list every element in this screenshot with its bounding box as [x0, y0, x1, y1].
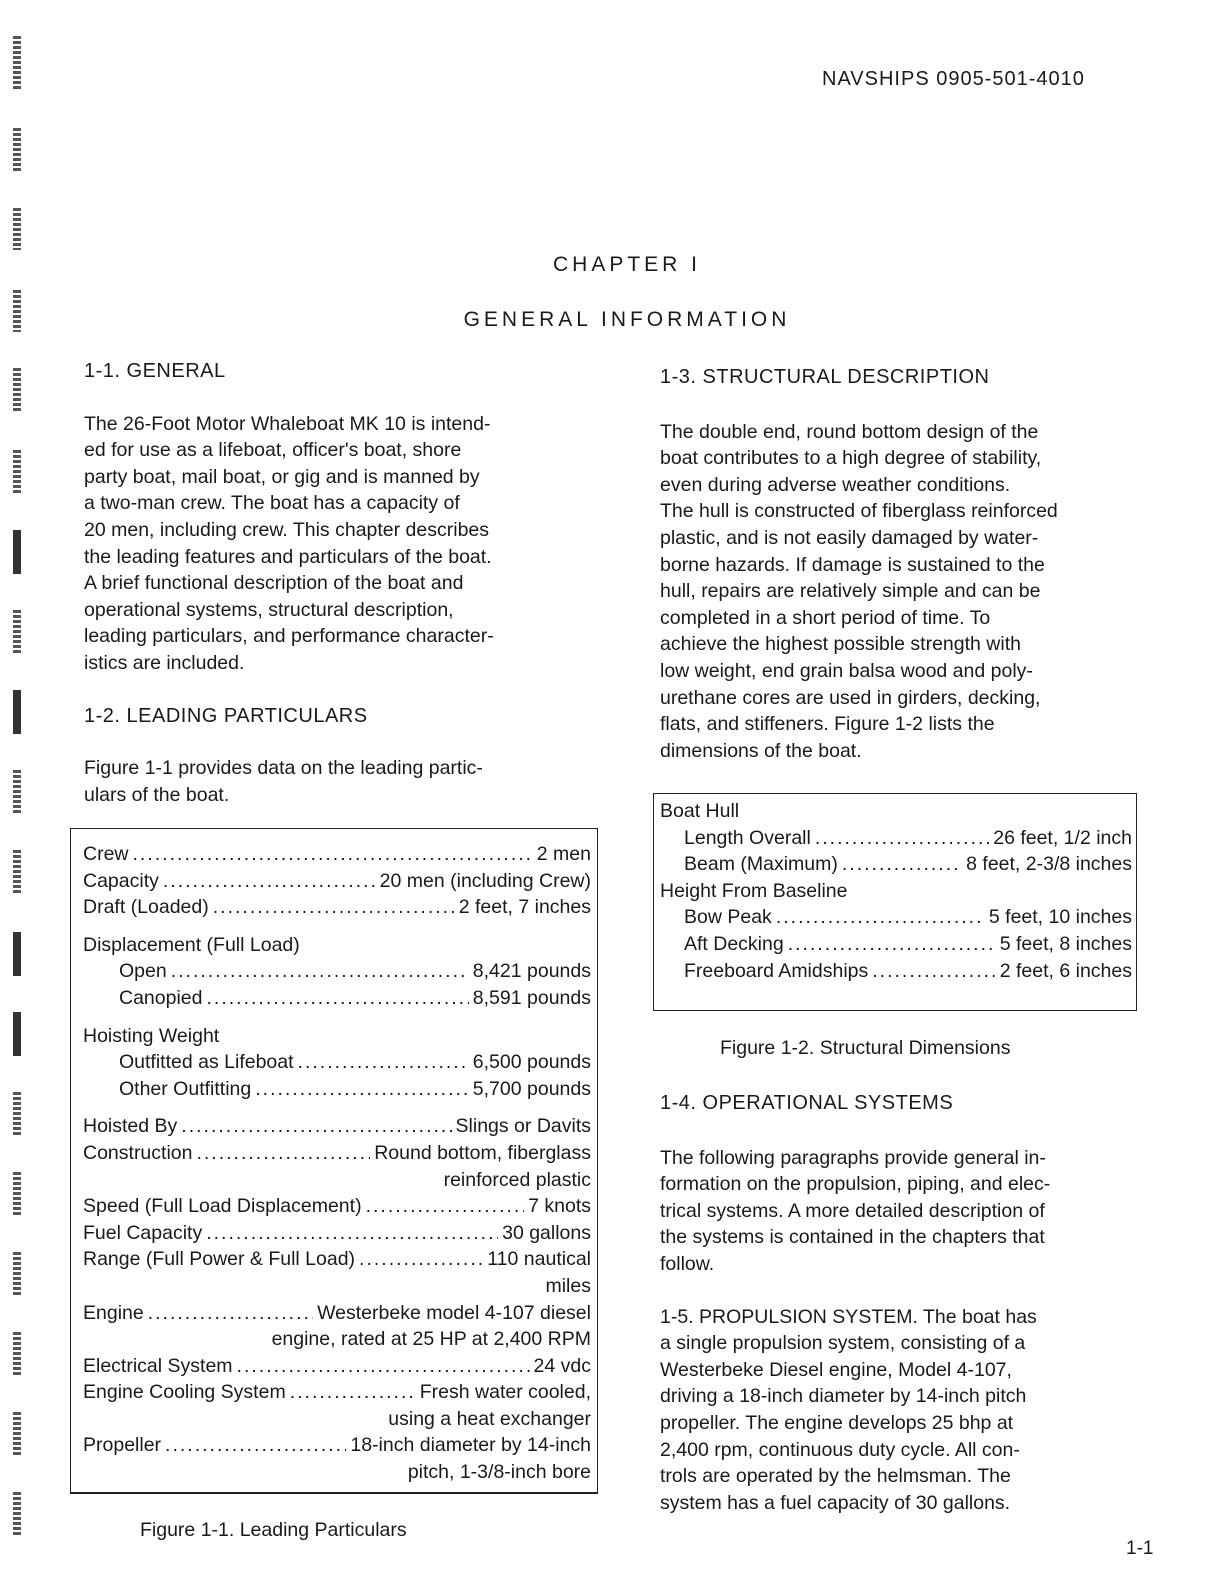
text-line: borne hazards. If damage is sustained to the [660, 553, 1045, 576]
operational-paragraph [660, 1145, 1150, 1278]
group-label: Boat Hull [660, 800, 740, 822]
binder-mark [13, 1012, 21, 1056]
binder-mark [13, 368, 21, 412]
text-line: system has a fuel capacity of 30 gallons. [660, 1491, 1011, 1514]
row-label: Crew [83, 843, 129, 865]
binder-mark [13, 770, 21, 814]
binder-mark [13, 1412, 21, 1456]
text-line: dimensions of the boat. [660, 739, 862, 762]
row-label: Canopied [119, 986, 203, 1009]
text-line: boat contributes to a high degree of stability, [660, 447, 1042, 470]
row-label: Engine [83, 1301, 144, 1324]
row-label: Outfitted as Lifeboat [119, 1051, 294, 1074]
text-line: istics are included. [84, 651, 245, 674]
binder-mark [13, 36, 21, 90]
row-label: Range (Full Power & Full Load) [83, 1248, 356, 1271]
text-line: completed in a short period of time. To [660, 606, 991, 629]
leading-particulars-table [70, 828, 598, 1494]
binder-mark [13, 208, 21, 250]
table-row [83, 1049, 591, 1076]
text-line: operational systems, structural description, [84, 598, 454, 621]
structural-paragraph [660, 419, 1150, 765]
text-line: A brief functional description of the boat and [84, 572, 464, 595]
text-line: a single propulsion system, consisting of a [660, 1332, 1026, 1355]
text-line: trical systems. A more detailed description of [660, 1199, 1045, 1222]
table-row [660, 904, 1132, 931]
table-row [660, 825, 1132, 852]
binder-mark [13, 128, 21, 172]
general-paragraph [84, 411, 594, 677]
text-line: 1-5. PROPULSION SYSTEM. The boat has [660, 1305, 1037, 1328]
group-label: Displacement (Full Load) [83, 933, 300, 956]
row-value: 6,500 pounds [472, 1051, 591, 1074]
document-id: NAVSHIPS 0905-501-4010 [822, 68, 1085, 90]
text-line: driving a 18-inch diameter by 14-inch pitch [660, 1385, 1027, 1408]
table-row [83, 985, 591, 1012]
text-line: Westerbeke Diesel engine, Model 4-107, [660, 1358, 1012, 1381]
row-value: Round bottom, fiberglass [374, 1141, 591, 1164]
row-label: Open [119, 960, 167, 983]
right-column [660, 364, 1150, 764]
row-value: 5 feet, 8 inches [999, 932, 1132, 955]
row-value: Fresh water cooled, [419, 1381, 591, 1404]
row-value: 8,421 pounds [472, 960, 591, 983]
row-continuation: engine, rated at 25 HP at 2,400 RPM [271, 1328, 591, 1351]
row-value: 24 vdc [533, 1354, 591, 1377]
row-value: Westerbeke model 4-107 diesel [317, 1301, 591, 1324]
propulsion-paragraph [660, 1304, 1150, 1517]
binder-mark [13, 850, 21, 894]
row-label: Construction [83, 1141, 193, 1164]
table-row [83, 1113, 591, 1140]
group-label: Hoisting Weight [83, 1024, 220, 1047]
text-line: The hull is constructed of fiberglass reinforced [660, 500, 1058, 523]
text-line: 2,400 rpm, continuous duty cycle. All con- [660, 1438, 1020, 1461]
text-line: Figure 1-1 provides data on the leading partic- [84, 757, 483, 780]
text-line: low weight, end grain balsa wood and poly- [660, 659, 1033, 682]
text-line: achieve the highest possible strength with [660, 633, 1021, 656]
row-value: 2 feet, 7 inches [458, 896, 591, 919]
row-value: 18-inch diameter by 14-inch [350, 1434, 591, 1457]
text-line: flats, and stiffeners. Figure 1-2 lists the [660, 713, 995, 736]
text-line: plastic, and is not easily damaged by water- [660, 526, 1039, 549]
row-value: 2 men [536, 843, 591, 865]
table-row [83, 958, 591, 985]
text-line: formation on the propulsion, piping, and elec- [660, 1173, 1051, 1196]
row-label: Fuel Capacity [83, 1221, 203, 1244]
section-heading-structural: 1-3. STRUCTURAL DESCRIPTION [660, 366, 990, 388]
section-heading-operational: 1-4. OPERATIONAL SYSTEMS [660, 1092, 954, 1114]
text-line: The double end, round bottom design of the [660, 420, 1039, 443]
row-continuation: pitch, 1-3/8-inch bore [407, 1461, 591, 1484]
table-row [83, 1379, 591, 1406]
text-line: urethane cores are used in girders, decking, [660, 686, 1041, 709]
table-row [83, 1076, 591, 1103]
row-label: Speed (Full Load Displacement) [83, 1195, 362, 1218]
table-row [83, 1193, 591, 1220]
binder-mark [13, 1172, 21, 1216]
binder-mark [13, 1492, 21, 1536]
text-line: even during adverse weather conditions. [660, 473, 1011, 496]
row-label: Capacity [83, 869, 159, 892]
table-row [83, 1432, 591, 1459]
row-continuation: reinforced plastic [443, 1168, 591, 1191]
right-column-lower [660, 1090, 1150, 1516]
row-value: 7 knots [528, 1195, 591, 1218]
text-line: trols are operated by the helmsman. The [660, 1465, 1011, 1488]
leading-particulars-paragraph [84, 755, 594, 808]
text-line: ulars of the boat. [84, 783, 230, 806]
text-line: ed for use as a lifeboat, officer's boat, shore [84, 439, 462, 462]
text-line: The 26-Foot Motor Whaleboat MK 10 is intend- [84, 412, 491, 435]
table-row [660, 958, 1132, 985]
figure-caption-2: Figure 1-2. Structural Dimensions [720, 1037, 1011, 1059]
binder-mark [13, 932, 21, 976]
text-line: a two-man crew. The boat has a capacity of [84, 492, 460, 515]
binder-mark [13, 610, 21, 654]
group-label: Height From Baseline [660, 879, 848, 902]
row-label: Electrical System [83, 1354, 233, 1377]
row-label: Beam (Maximum) [684, 853, 838, 876]
structural-dimensions-table [653, 793, 1137, 1011]
row-value: 20 men (including Crew) [379, 869, 591, 892]
table-row [660, 851, 1132, 878]
row-value: 5 feet, 10 inches [988, 906, 1132, 929]
binder-mark [13, 1092, 21, 1136]
figure-caption-1: Figure 1-1. Leading Particulars [140, 1519, 407, 1541]
text-line: 20 men, including crew. This chapter describes [84, 518, 490, 541]
binder-mark [13, 1332, 21, 1376]
table-row [83, 1220, 591, 1247]
table-row [660, 931, 1132, 958]
table-row [83, 1246, 591, 1273]
page-number: 1-1 [1126, 1538, 1154, 1559]
table-row [83, 841, 591, 868]
table-row [83, 1353, 591, 1380]
row-label: Other Outfitting [119, 1077, 252, 1100]
binder-mark [13, 450, 21, 494]
row-continuation: using a heat exchanger [388, 1407, 591, 1430]
row-label: Bow Peak [684, 906, 772, 929]
section-heading-general: 1-1. GENERAL [84, 360, 226, 382]
text-line: hull, repairs are relatively simple and can be [660, 580, 1041, 603]
text-line: follow. [660, 1252, 715, 1275]
table-row [83, 1300, 591, 1327]
table-row [83, 894, 591, 921]
section-heading-leading-particulars: 1-2. LEADING PARTICULARS [84, 704, 368, 727]
row-label: Draft (Loaded) [83, 896, 209, 919]
row-label: Propeller [83, 1434, 162, 1457]
binder-mark [13, 530, 21, 574]
text-line: the leading features and particulars of the boat. [84, 545, 492, 568]
row-value: 110 nautical [487, 1248, 591, 1271]
row-label: Freeboard Amidships [684, 959, 869, 982]
chapter-label: CHAPTER I [552, 253, 701, 276]
chapter-title: GENERAL INFORMATION [463, 308, 791, 331]
row-value: 26 feet, 1/2 inch [993, 826, 1132, 849]
row-value: 8 feet, 2-3/8 inches [966, 853, 1132, 876]
row-label: Engine Cooling System [83, 1381, 286, 1404]
text-line: the systems is contained in the chapters that [660, 1226, 1045, 1249]
text-line: The following paragraphs provide general in- [660, 1146, 1046, 1169]
binder-mark [13, 1252, 21, 1296]
text-line: propeller. The engine develops 25 bhp at [660, 1411, 1014, 1434]
row-value: Slings or Davits [455, 1115, 591, 1138]
binder-mark [13, 690, 21, 734]
left-column [84, 358, 594, 808]
text-line: party boat, mail boat, or gig and is manned by [84, 465, 480, 488]
row-value: 30 gallons [502, 1221, 591, 1244]
table-row [83, 868, 591, 895]
row-label: Hoisted By [83, 1115, 178, 1138]
row-value: 8,591 pounds [472, 986, 591, 1009]
row-label: Length Overall [684, 826, 811, 849]
row-continuation: miles [545, 1274, 591, 1297]
table-row [83, 1140, 591, 1167]
row-value: 2 feet, 6 inches [999, 959, 1132, 982]
text-line: leading particulars, and performance character- [84, 625, 494, 648]
row-label: Aft Decking [684, 932, 784, 955]
row-value: 5,700 pounds [472, 1077, 591, 1100]
